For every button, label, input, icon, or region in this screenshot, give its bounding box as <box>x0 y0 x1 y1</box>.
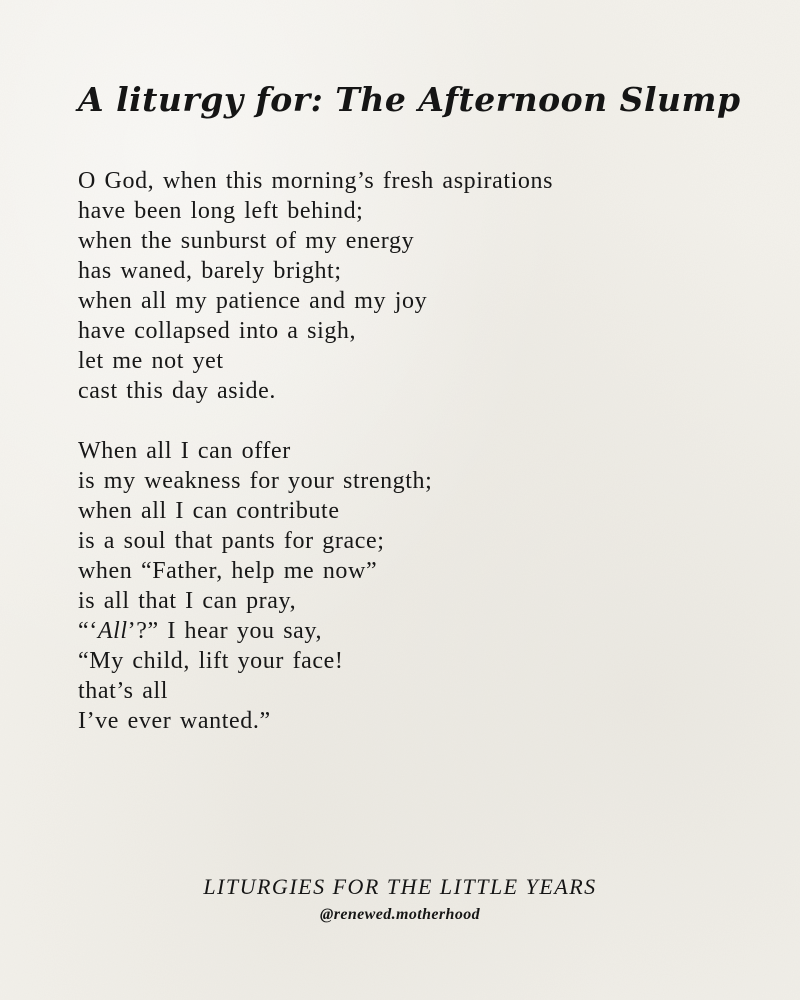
card-footer <box>0 872 800 928</box>
poem-line: when the sunburst of my energy <box>78 228 415 254</box>
poem-line: that’s all <box>78 678 168 704</box>
stanza-2 <box>78 436 718 736</box>
social-handle: @renewed.motherhood <box>319 906 481 923</box>
book-title: LITURGIES FOR THE LITTLE YEARS <box>203 874 597 899</box>
stanza-break <box>78 406 718 436</box>
poem-line: when “Father, help me now” <box>78 558 378 584</box>
poem-line: cast this day aside. <box>78 378 276 404</box>
poem-line: O God, when this morning’s fresh aspirations <box>78 168 554 194</box>
poem-line: I’ve ever wanted.” <box>78 708 271 734</box>
poem-line: is my weakness for your strength; <box>78 468 433 494</box>
poem-line-all <box>78 616 718 646</box>
line-remainder: ’?” I hear you say, <box>127 618 323 644</box>
poem-line: have been long left behind; <box>78 198 364 224</box>
poem-line: “My child, lift your face! <box>78 648 344 674</box>
poem-title: A liturgy for: The Afternoon Slump <box>78 80 741 119</box>
emphasized-word: All <box>97 618 128 644</box>
stanza-1 <box>78 166 718 406</box>
opening-quotes: “‘ <box>78 618 98 644</box>
poem-line: is a soul that pants for grace; <box>78 528 385 554</box>
poem-line: when all I can contribute <box>78 498 340 524</box>
poem-line: is all that I can pray, <box>78 588 297 614</box>
poem-line: let me not yet <box>78 348 224 374</box>
poem-line: When all I can offer <box>78 438 291 464</box>
poem-line: when all my patience and my joy <box>78 288 428 314</box>
poem-line: has waned, barely bright; <box>78 258 342 284</box>
poem-line: have collapsed into a sigh, <box>78 318 357 344</box>
poem-body <box>78 166 718 736</box>
